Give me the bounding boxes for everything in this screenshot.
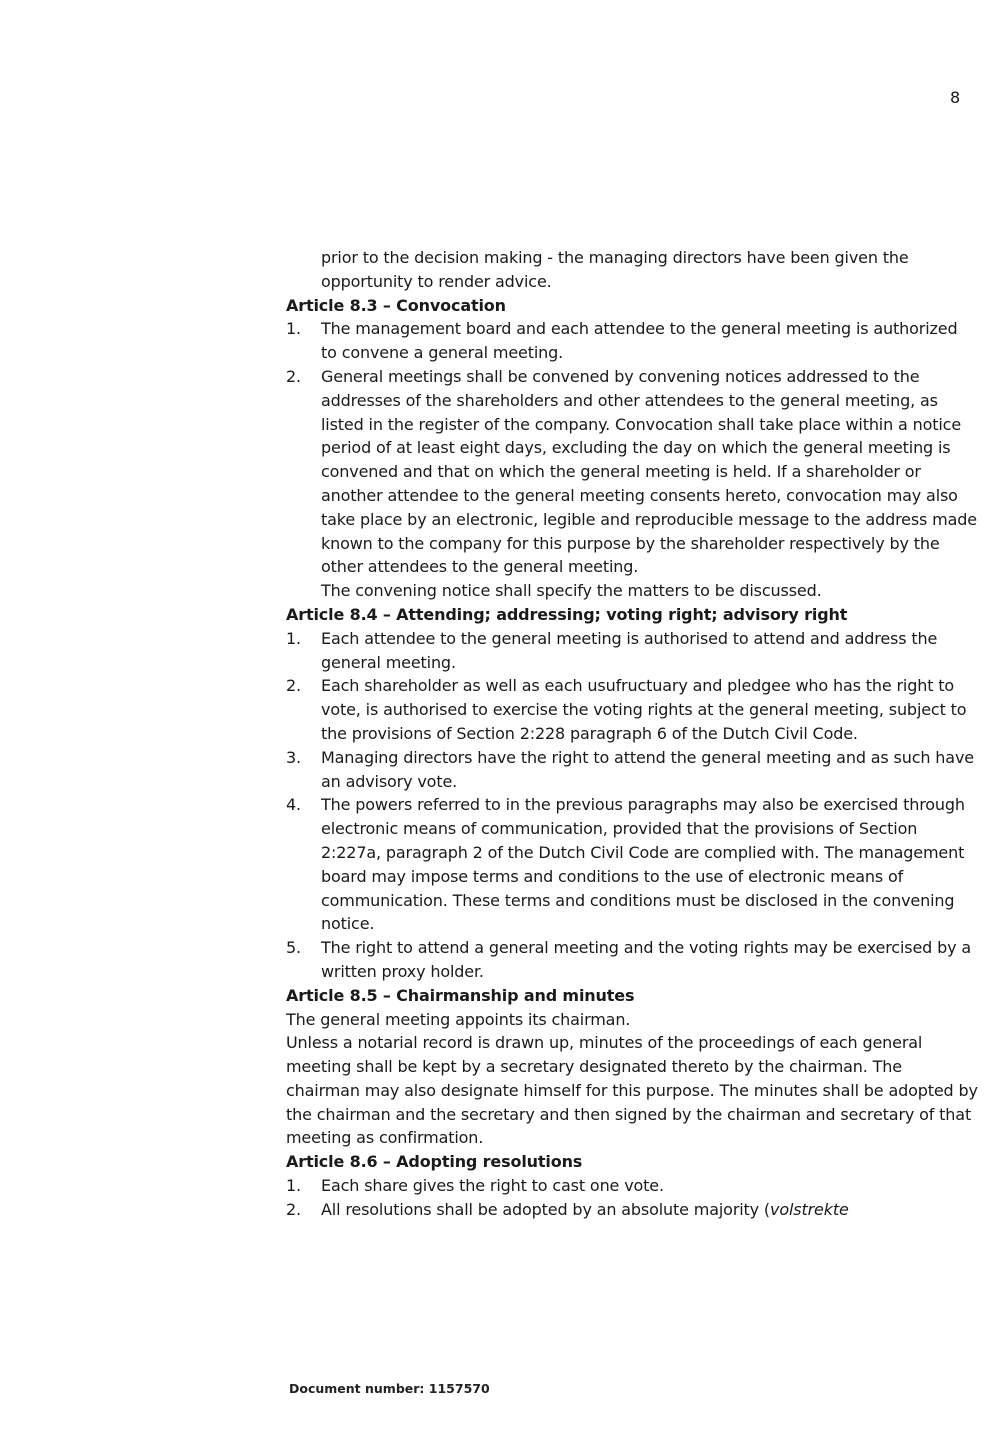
continuation-paragraph: prior to the decision making - the managing directors have been given the opportunity to render advice. <box>321 248 909 291</box>
item-number: 2. <box>286 676 301 696</box>
article-8-5-heading: Article 8.5 – Chairmanship and minutes <box>286 985 635 1005</box>
item-number: 2. <box>286 366 301 386</box>
list-item <box>286 365 978 579</box>
chairman-paragraph: The general meeting appoints its chairman. <box>286 1009 631 1029</box>
item-text: Each shareholder as well as each usufructuary and pledgee who has the right to vote, is authorised to exercise the voting rights at the general meeting, subject to the provisions of Section 2:228 paragraph 6 of the Dutch Civil Code. <box>321 676 967 743</box>
document-number-footer <box>289 1381 490 1396</box>
document-number-label: Document number: <box>289 1381 425 1396</box>
item-number: 2. <box>286 1199 301 1219</box>
article-8-4-heading: Article 8.4 – Attending; addressing; voting right; advisory right <box>286 604 848 624</box>
list-item <box>286 936 978 984</box>
list-item <box>286 674 978 745</box>
article-8-3-heading: Article 8.3 – Convocation <box>286 295 506 315</box>
item-number: 1. <box>286 1176 301 1196</box>
item-number: 5. <box>286 938 301 958</box>
page-content <box>286 246 978 1222</box>
item-number: 3. <box>286 747 301 767</box>
item-text: The powers referred to in the previous paragraphs may also be exercised through electronic means of communication, provided that the provisions of Section 2:227a, paragraph 2 of the Dutch Civil Code are complied with. The management board may impose terms and conditions to the use of electronic means of communication. These terms and conditions must be disclosed in the convening notice. <box>321 795 965 934</box>
list-item <box>286 746 978 794</box>
list-item <box>286 1174 978 1198</box>
minutes-paragraph: Unless a notarial record is drawn up, minutes of the proceedings of each general meeting shall be kept by a secretary designated thereto by the chairman. The chairman may also designate himself for this purpose. The minutes shall be adopted by the chairman and the secretary and then signed by the chairman and secretary of that meeting as confirmation. <box>286 1033 978 1148</box>
list-item <box>286 793 978 936</box>
item-text: The management board and each attendee to the general meeting is authorized to convene a general meeting. <box>321 319 958 363</box>
article-8-6-list <box>286 1174 978 1222</box>
article-8-4-list <box>286 627 978 984</box>
item-text: All resolutions shall be adopted by an absolute majority ( <box>321 1199 771 1219</box>
list-item <box>286 317 978 365</box>
item-text: General meetings shall be convened by convening notices addressed to the addresses of the shareholders and other attendees to the general meeting, as listed in the register of the company. Convocation shall take place within a notice period of at least eight days, excluding the day on which the general meeting is convened and that on which the general meeting is held. If a shareholder or another attendee to the general meeting consents hereto, convocation may also take place by an electronic, legible and reproducible message to the address made known to the company for this purpose by the shareholder respectively by the other attendees to the general meeting. <box>321 366 977 577</box>
article-8-3-list <box>286 317 978 579</box>
document-number-value: 1157570 <box>428 1381 490 1396</box>
item-number: 4. <box>286 795 301 815</box>
item-number: 1. <box>286 628 301 648</box>
item-italic-term: volstrekte <box>770 1199 849 1219</box>
list-item <box>286 627 978 675</box>
item-text: Each share gives the right to cast one vote. <box>321 1176 664 1196</box>
item-number: 1. <box>286 319 301 339</box>
item-text: Each attendee to the general meeting is authorised to attend and address the general meeting. <box>321 628 938 672</box>
item-text: The right to attend a general meeting and the voting rights may be exercised by a written proxy holder. <box>321 938 971 981</box>
page-number: 8 <box>950 88 961 107</box>
list-item <box>286 1198 978 1222</box>
convening-notice-paragraph: The convening notice shall specify the matters to be discussed. <box>321 581 822 601</box>
article-8-6-heading: Article 8.6 – Adopting resolutions <box>286 1152 583 1172</box>
item-text: Managing directors have the right to attend the general meeting and as such have an advisory vote. <box>321 747 974 791</box>
